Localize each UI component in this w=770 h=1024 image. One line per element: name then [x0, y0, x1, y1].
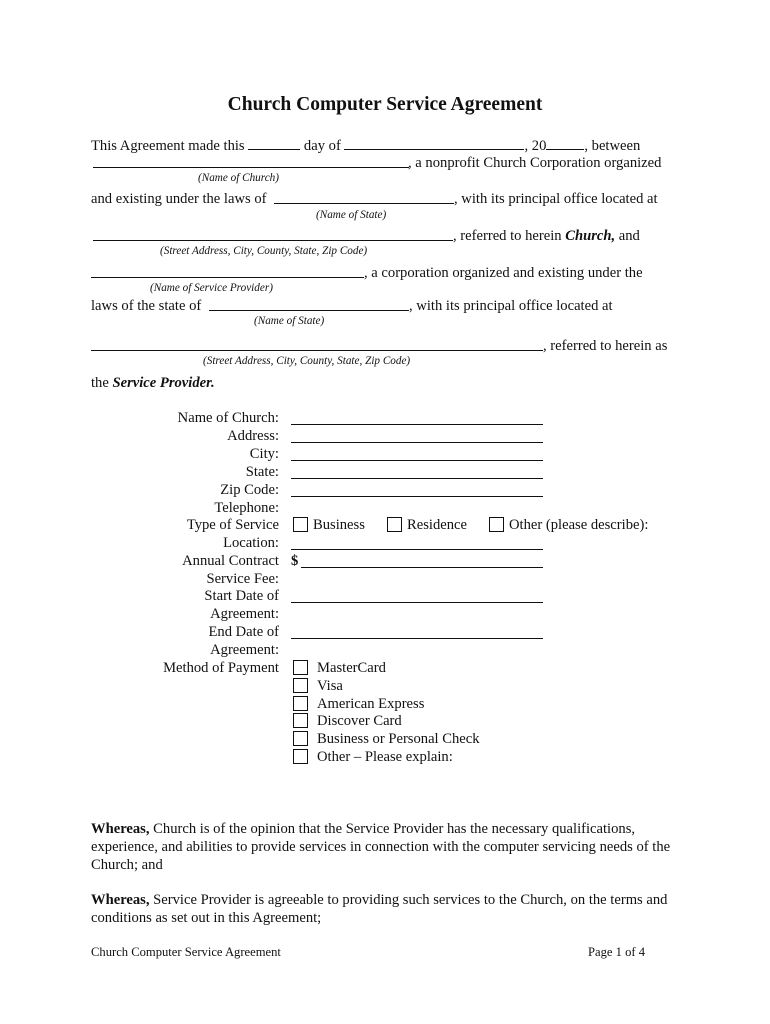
whereas-keyword: Whereas,	[91, 821, 150, 837]
label-end-agreement: Agreement:	[210, 642, 279, 658]
church-address-blank[interactable]	[93, 240, 453, 241]
american-express-label: American Express	[317, 696, 425, 712]
intro-text: , referred to herein	[453, 228, 562, 244]
intro-line-4	[453, 227, 640, 245]
whereas-keyword: Whereas,	[91, 892, 150, 908]
label-location: Location:	[223, 535, 279, 551]
intro-line-8	[91, 374, 215, 392]
day-blank[interactable]	[248, 136, 300, 150]
caption-street-address: (Street Address, City, County, State, Zip Code)	[203, 355, 411, 367]
label-start-agreement: Agreement:	[210, 606, 279, 622]
intro-text: This Agreement made this	[91, 138, 245, 154]
location-field[interactable]	[291, 549, 543, 550]
intro-line-1	[91, 136, 640, 155]
provider-name-blank[interactable]	[91, 277, 364, 278]
label-end-date: End Date of	[208, 624, 279, 640]
whereas-paragraph-1	[91, 820, 676, 874]
label-zip-code: Zip Code:	[220, 482, 279, 498]
church-term: Church,	[565, 228, 616, 244]
intro-text: , a nonprofit Church Corporation organized	[408, 155, 662, 171]
intro-text: laws of the state of	[91, 298, 202, 314]
state-field[interactable]	[291, 478, 543, 479]
caption-street-address: (Street Address, City, County, State, Zip Code)	[160, 245, 368, 257]
mastercard-checkbox[interactable]	[293, 660, 308, 675]
label-type-of-service: Type of Service	[186, 517, 279, 533]
footer-document-title: Church Computer Service Agreement	[91, 945, 281, 959]
end-date-field[interactable]	[291, 638, 543, 639]
intro-text: , with its principal office located at	[409, 298, 613, 314]
other-payment-label: Other – Please explain:	[317, 749, 453, 765]
label-address: Address:	[227, 428, 279, 444]
residence-option-label: Residence	[407, 517, 467, 533]
other-location-option-label: Other (please describe):	[509, 517, 649, 533]
label-city: City:	[249, 446, 279, 462]
other-payment-checkbox[interactable]	[293, 749, 308, 764]
caption-name-of-state: (Name of State)	[316, 209, 387, 221]
intro-text: , referred to herein as	[543, 338, 668, 354]
city-field[interactable]	[291, 460, 543, 461]
page-title: Church Computer Service Agreement	[227, 94, 543, 115]
residence-checkbox[interactable]	[387, 517, 402, 532]
label-state: State:	[245, 464, 279, 480]
footer-page-number: Page 1 of 4	[588, 945, 646, 959]
zip-code-field[interactable]	[291, 496, 543, 497]
label-annual-contract: Annual Contract	[182, 553, 279, 569]
intro-text: , between	[584, 138, 641, 154]
intro-text: , a corporation organized and existing under the	[364, 265, 643, 281]
whereas-text: Church is of the opinion that the Service Provider has the necessary qualifications, experience, and abilities to provide services in connection with the computer servicing needs of the Church; and	[91, 821, 671, 873]
intro-text: , 20	[524, 138, 547, 154]
start-date-field[interactable]	[291, 602, 543, 603]
discover-card-label: Discover Card	[317, 713, 402, 729]
label-service-fee: Service Fee:	[206, 571, 279, 587]
check-label: Business or Personal Check	[317, 731, 480, 747]
dollar-sign: $	[291, 553, 299, 569]
intro-text: and	[618, 228, 640, 244]
visa-checkbox[interactable]	[293, 678, 308, 693]
whereas-paragraph-2	[91, 891, 676, 927]
year-blank[interactable]	[546, 136, 584, 150]
visa-label: Visa	[317, 678, 343, 694]
label-name-of-church: Name of Church:	[177, 410, 279, 426]
intro-text: day of	[303, 138, 341, 154]
label-telephone: Telephone:	[214, 500, 279, 516]
label-method-of-payment: Method of Payment	[163, 660, 279, 676]
address-field[interactable]	[291, 442, 543, 443]
label-start-date: Start Date of	[204, 588, 279, 604]
caption-name-of-state: (Name of State)	[254, 315, 325, 327]
church-name-blank[interactable]	[93, 167, 409, 168]
business-option-label: Business	[313, 517, 365, 533]
intro-text: and existing under the laws of	[91, 191, 267, 207]
provider-address-blank[interactable]	[91, 350, 543, 351]
month-blank[interactable]	[344, 136, 524, 150]
check-checkbox[interactable]	[293, 731, 308, 746]
intro-text: the	[91, 375, 109, 391]
business-checkbox[interactable]	[293, 517, 308, 532]
american-express-checkbox[interactable]	[293, 696, 308, 711]
service-provider-term: Service Provider.	[112, 375, 215, 391]
state-blank-2[interactable]	[209, 310, 409, 311]
caption-name-of-church: (Name of Church)	[198, 172, 279, 184]
discover-card-checkbox[interactable]	[293, 713, 308, 728]
name-of-church-field[interactable]	[291, 424, 543, 425]
whereas-text: Service Provider is agreeable to providing such services to the Church, on the terms and conditions as set out in this Agreement;	[91, 892, 668, 926]
caption-name-of-service-provider: (Name of Service Provider)	[150, 282, 273, 294]
state-blank-1[interactable]	[274, 203, 454, 204]
other-location-checkbox[interactable]	[489, 517, 504, 532]
annual-contract-field[interactable]	[301, 567, 543, 568]
mastercard-label: MasterCard	[317, 660, 386, 676]
intro-text: , with its principal office located at	[454, 191, 658, 207]
